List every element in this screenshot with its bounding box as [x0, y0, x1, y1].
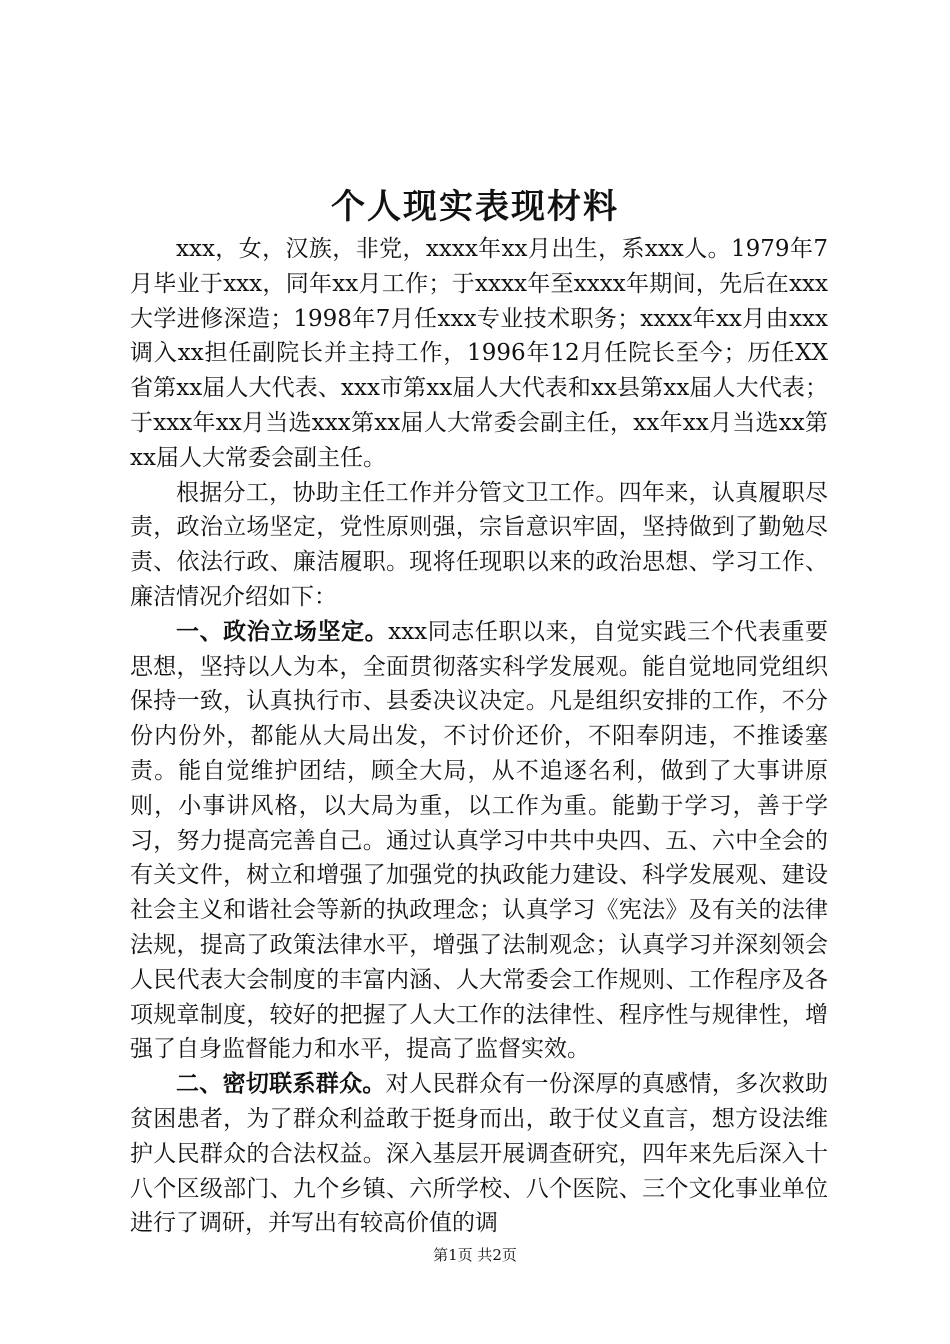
- document-body: [130, 232, 828, 1241]
- section-heading: 二、密切联系群众。: [176, 1070, 386, 1098]
- paragraph-text: 对人民群众有一份深厚的真感情，多次救助贫困患者，为了群众利益敢于挺身而出，敢于仗义直言，想方设法维护人民群众的合法权益。深入基层开展调查研究，四年来先后深入十八个区级部门、九个乡镇、六所学校、八个医院、三个文化事业单位进行了调研，并写出有较高价值的调: [130, 1071, 829, 1237]
- section-heading: 一、政治立场坚定。: [176, 617, 389, 645]
- paragraph-section-1: [130, 615, 828, 1067]
- paragraph-text: xxx同志任职以来，自觉实践三个代表重要思想，坚持以人为本，全面贯彻落实科学发展观。能自觉地同党组织保持一致，认真执行市、县委决议决定。凡是组织安排的工作，不分份内份外，都能从大局出发，不讨价还价，不阳奉阴违，不推诿塞责。能自觉维护团结，顾全大局，从不追逐名利，做到了大事讲原则，小事讲风格，以大局为重，以工作为重。能勤于学习，善于学习，努力提高完善自己。通过认真学习中共中央四、五、六中全会的有关文件，树立和增强了加强党的执政能力建设、科学发展观、建设社会主义和谐社会等新的执政理念；认真学习《宪法》及有关的法律法规，提高了政策法律水平，增强了法制观念；认真学习并深刻领会人民代表大会制度的丰富内涵、人大常委会工作规则、工作程序及各项规章制度，较好的把握了人大工作的法律性、程序性与规律性，增强了自身监督能力和水平，提高了监督实效。: [130, 618, 829, 1063]
- page-footer: 第1页 共2页: [433, 1246, 517, 1264]
- paragraph-section-2: [130, 1067, 828, 1241]
- paragraph-intro: [130, 232, 828, 476]
- paragraph-text: xxx，女，汉族，非党，xxxx年xx月出生，系xxx人。1979年7月毕业于xxx，同年xx月工作；于xxxx年至xxxx年期间，先后在xxx大学进修深造；1998年7月任xxx专业技术职务；xxxx年xx月由xxx调入xx担任副院长并主持工作，1996年12月任院长至今；历任XX省第xx届人大代表、xxx市第xx届人大代表和xx县第xx届人大代表；于xxx年xx月当选xxx第xx届人大常委会副主任，xx年xx月当选xx第xx届人大常委会副主任。: [130, 236, 828, 471]
- paragraph-text: 根据分工，协助主任工作并分管文卫工作。四年来，认真履职尽责，政治立场坚定，党性原则强，宗旨意识牢固，坚持做到了勤勉尽责、依法行政、廉洁履职。现将任现职以来的政治思想、学习工作、廉洁情况介绍如下：: [130, 479, 828, 610]
- document-title: 个人现实表现材料: [331, 187, 619, 227]
- paragraph-duties: [130, 476, 828, 615]
